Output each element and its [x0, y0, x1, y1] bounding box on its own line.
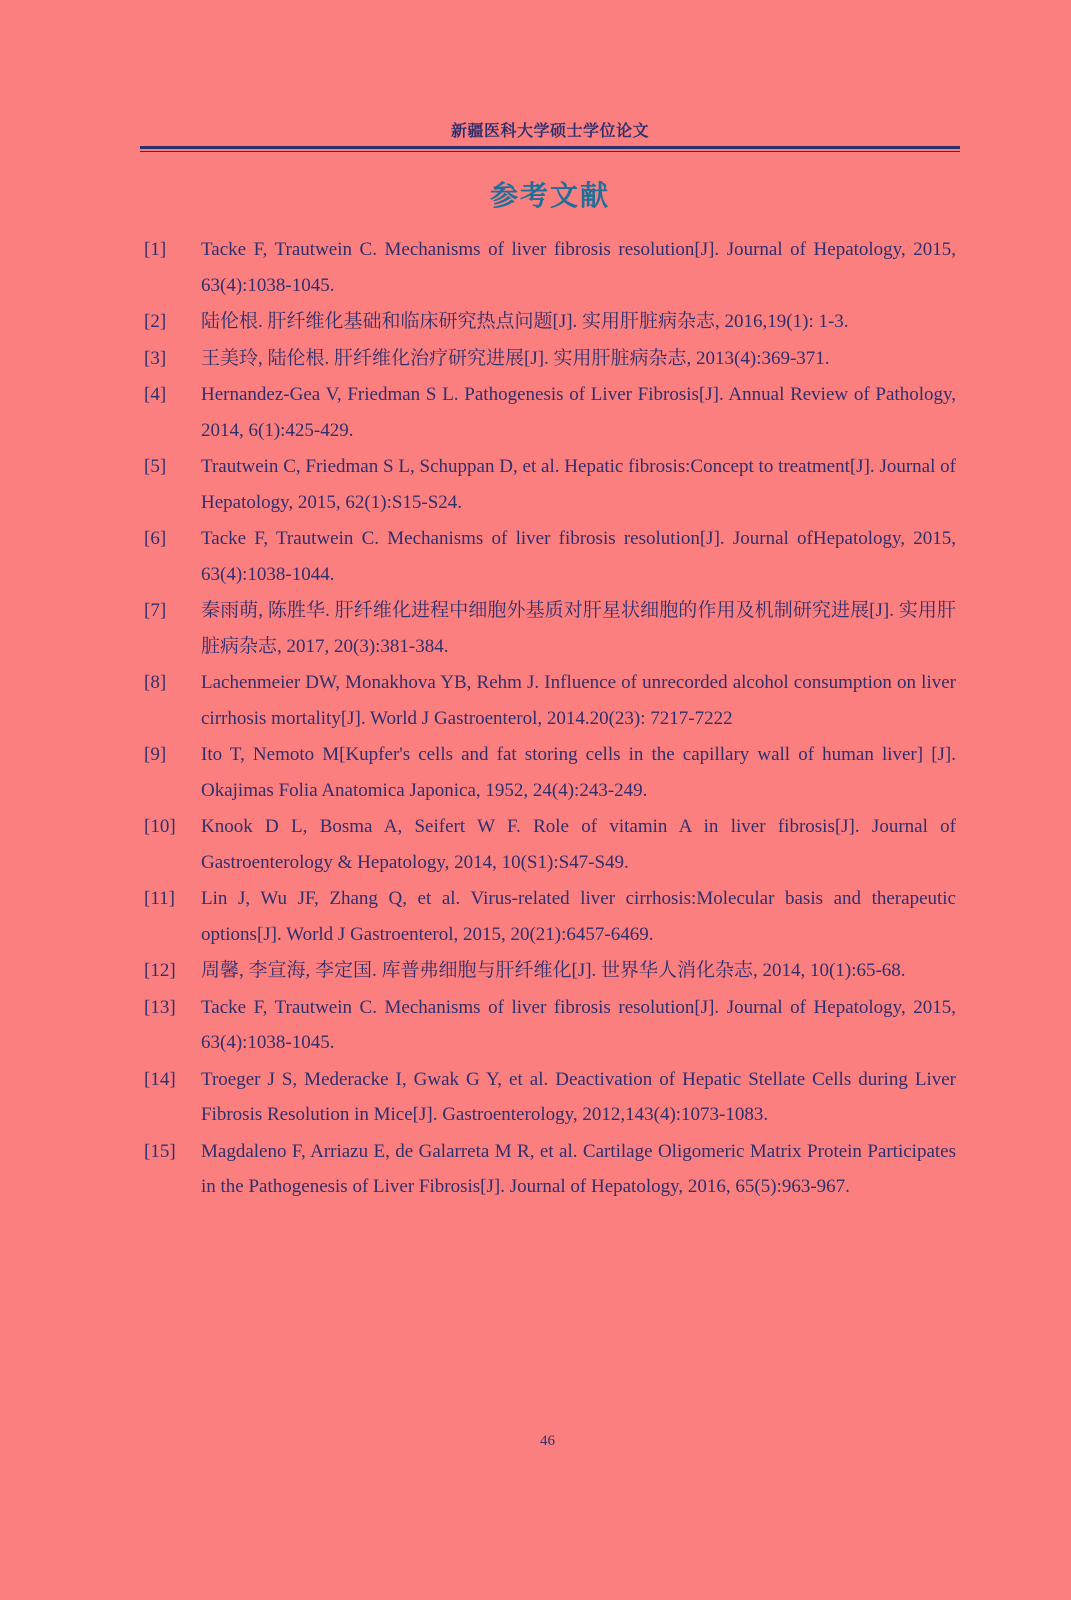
reference-text: 周馨, 李宣海, 李定国. 库普弗细胞与肝纤维化[J]. 世界华人消化杂志, 2014, 10(1):65-68. [201, 960, 906, 981]
reference-text: Lin J, Wu JF, Zhang Q, et al. Virus-related liver cirrhosis:Molecular basis and therapeutic options[J]. World J Gastroenterol, 2015, 20(21):6457-6469. [201, 888, 956, 945]
reference-item [144, 990, 956, 1061]
reference-number: [6] [144, 528, 167, 549]
reference-text: Ito T, Nemoto M[Kupfer's cells and fat storing cells in the capillary wall of human liver] [J]. Okajimas Folia Anatomica Japonica, 1952, 24(4):243-249. [201, 744, 956, 801]
reference-item [144, 737, 956, 808]
reference-text: Trautwein C, Friedman S L, Schuppan D, et al. Hepatic fibrosis:Concept to treatment[J]. Journal of Hepatology, 2015, 62(1):S15-S24. [201, 456, 956, 513]
reference-number: [11] [144, 888, 175, 909]
reference-number: [4] [144, 384, 167, 405]
reference-text: 王美玲, 陆伦根. 肝纤维化治疗研究进展[J]. 实用肝脏病杂志, 2013(4):369-371. [201, 347, 830, 369]
reference-number: [12] [144, 960, 176, 981]
reference-text: Tacke F, Trautwein C. Mechanisms of liver fibrosis resolution[J]. Journal of Hepatology, 2015, 63(4):1038-1045. [201, 996, 956, 1053]
reference-number: [9] [144, 744, 167, 765]
reference-number: [14] [144, 1068, 176, 1090]
reference-item [144, 1134, 956, 1205]
reference-item [144, 953, 956, 989]
reference-text: 陆伦根. 肝纤维化基础和临床研究热点问题[J]. 实用肝脏病杂志, 2016,19(1): 1-3. [201, 311, 849, 332]
reference-text: Magdaleno F, Arriazu E, de Galarreta M R, et al. Cartilage Oligomeric Matrix Protein Participates in the Pathogenesis of Liver Fibrosis[J]. Journal of Hepatology, 2016, 65(5):963-967. [201, 1140, 956, 1197]
reference-text: Troeger J S, Mederacke I, Gwak G Y, et al. Deactivation of Hepatic Stellate Cells during Liver Fibrosis Resolution in Mice[J]. Gastroenterology, 2012,143(4):1073-1083. [201, 1068, 956, 1125]
reference-number: [3] [144, 347, 167, 369]
reference-item [144, 449, 956, 520]
header-rule-thin [140, 151, 960, 152]
header-rule-thick [140, 146, 960, 149]
reference-item [144, 232, 956, 303]
reference-number: [1] [144, 239, 167, 260]
reference-list [144, 232, 956, 1206]
reference-item [144, 304, 956, 340]
reference-item [144, 593, 956, 664]
reference-number: [8] [144, 672, 167, 693]
reference-item [144, 377, 956, 448]
reference-item [144, 665, 956, 736]
reference-number: [2] [144, 311, 167, 332]
reference-number: [10] [144, 816, 176, 837]
reference-text: 秦雨萌, 陈胜华. 肝纤维化进程中细胞外基质对肝星状细胞的作用及机制研究进展[J]. 实用肝脏病杂志, 2017, 20(3):381-384. [201, 600, 956, 657]
reference-item [144, 521, 956, 592]
reference-number: [15] [144, 1140, 176, 1162]
page-number: 46 [540, 1433, 555, 1449]
reference-text: Knook D L, Bosma A, Seifert W F. Role of vitamin A in liver fibrosis[J]. Journal of Gastroenterology & Hepatology, 2014, 10(S1):S47-S49. [201, 816, 956, 873]
reference-text: Lachenmeier DW, Monakhova YB, Rehm J. Influence of unrecorded alcohol consumption on liver cirrhosis mortality[J]. World J Gastroenterol, 2014.20(23): 7217-7222 [201, 672, 956, 729]
reference-text: Tacke F, Trautwein C. Mechanisms of liver fibrosis resolution[J]. Journal ofHepatology, 2015, 63(4):1038-1044. [201, 528, 956, 585]
reference-item [144, 341, 956, 377]
reference-item [144, 809, 956, 880]
section-title: 参考文献 [489, 179, 610, 212]
reference-number: [5] [144, 456, 167, 477]
reference-number: [13] [144, 996, 176, 1018]
reference-text: Hernandez-Gea V, Friedman S L. Pathogenesis of Liver Fibrosis[J]. Annual Review of Pathology, 2014, 6(1):425-429. [201, 384, 956, 441]
running-header: 新疆医科大学硕士学位论文 [450, 121, 649, 140]
reference-item [144, 881, 956, 952]
reference-text: Tacke F, Trautwein C. Mechanisms of liver fibrosis resolution[J]. Journal of Hepatology, 2015, 63(4):1038-1045. [201, 239, 956, 296]
reference-item [144, 1062, 956, 1133]
reference-number: [7] [144, 600, 167, 621]
